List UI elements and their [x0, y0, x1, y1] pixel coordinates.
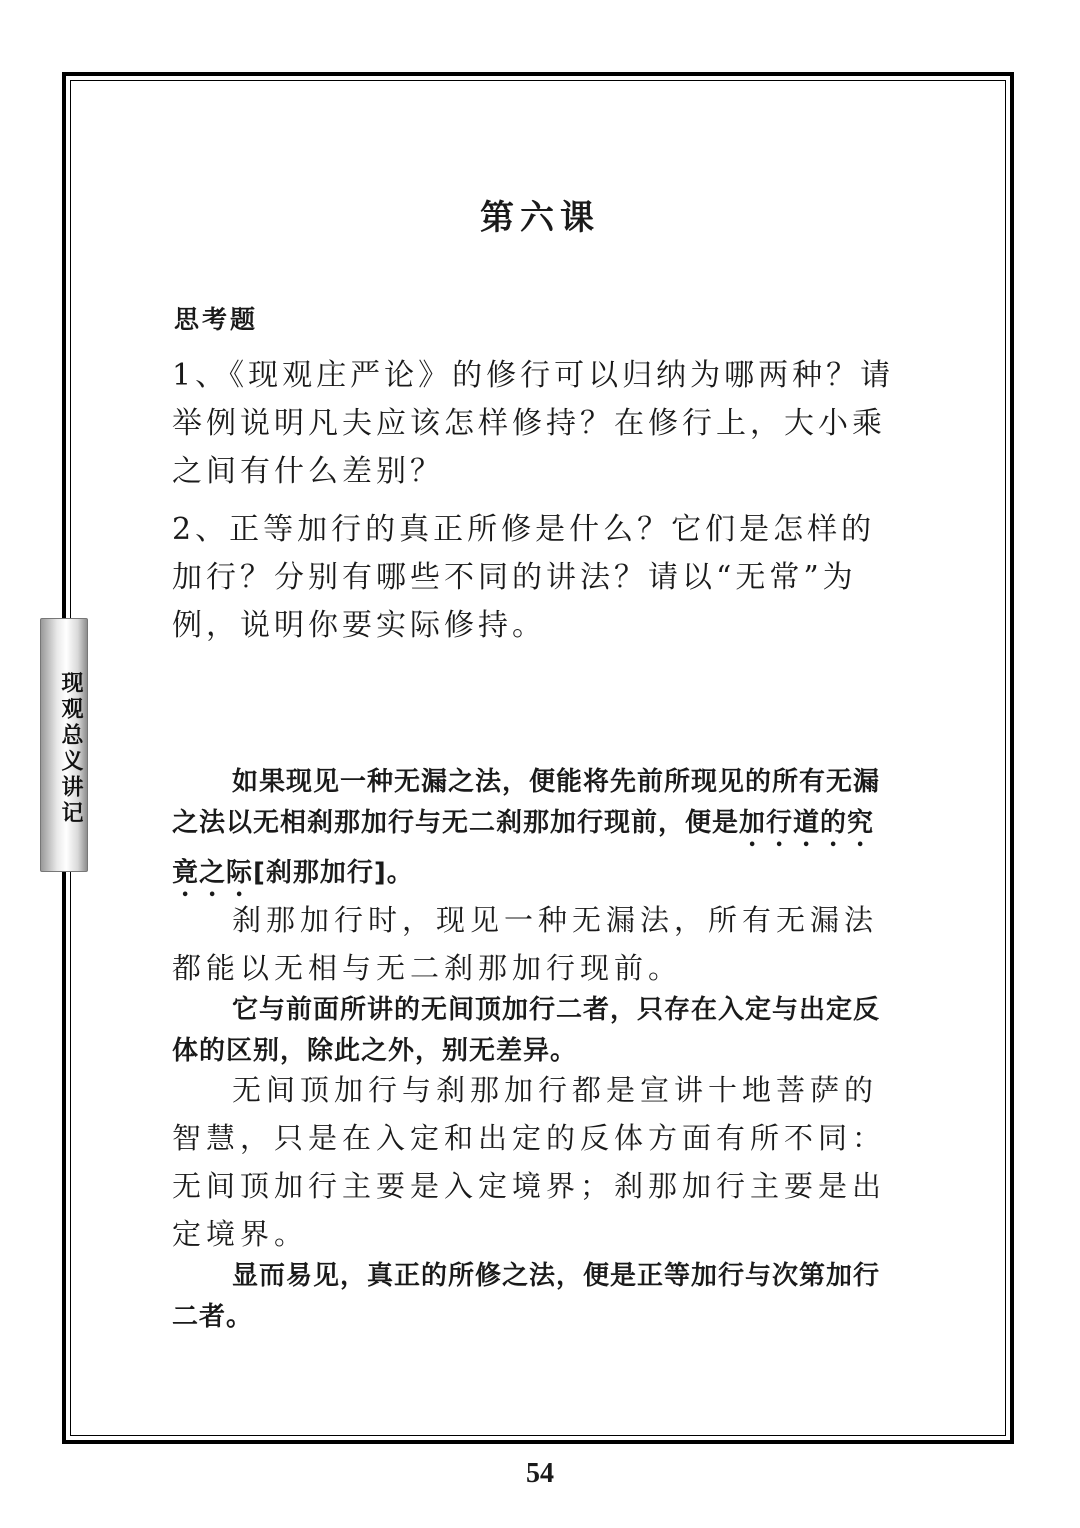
book-title-vertical: 现观总义讲记 [58, 671, 84, 827]
question-2: 2、正等加行的真正所修是什么？它们是怎样的加行？分别有哪些不同的讲法？请以“无常”为例，说明你要实际修持。 [172, 512, 876, 643]
emphasized-phrase: 加行道的究竟之际 [172, 808, 875, 888]
book-side-tab [40, 618, 88, 872]
commentary-paragraph-1: 刹那加行时，现见一种无漏法，所有无漏法都能以无相与无二刹那加行现前。 [172, 903, 879, 985]
page-number: 54 [526, 1458, 554, 1489]
root-text-paragraph-2: 它与前面所讲的无间顶加行二者，只存在入定与出定反体的区别，除此之外，别无差异。 [172, 995, 881, 1066]
section-label-questions: 思考题 [174, 305, 259, 334]
root-text-tail: [刹那加行]。 [253, 858, 414, 888]
root-text-main: 如果现见一种无漏之法，便能将先前所现见的所有无漏之法以无相刹那加行与无二刹那加行现前，便是 [172, 767, 881, 838]
commentary-paragraph-2: 无间顶加行与刹那加行都是宣讲十地菩萨的智慧，只是在入定和出定的反体方面有所不同：无间顶加行主要是入定境界；刹那加行主要是出定境界。 [172, 1073, 887, 1251]
root-text-paragraph-1 [172, 762, 900, 903]
lesson-title: 第六课 [480, 198, 600, 238]
question-1: 1、《现观庄严论》的修行可以归纳为哪两种？请举例说明凡夫应该怎样修持？在修行上，大小乘之间有什么差别？ [172, 358, 895, 489]
root-text-paragraph-3: 显而易见，真正的所修之法，便是正等加行与次第加行二者。 [172, 1261, 881, 1332]
